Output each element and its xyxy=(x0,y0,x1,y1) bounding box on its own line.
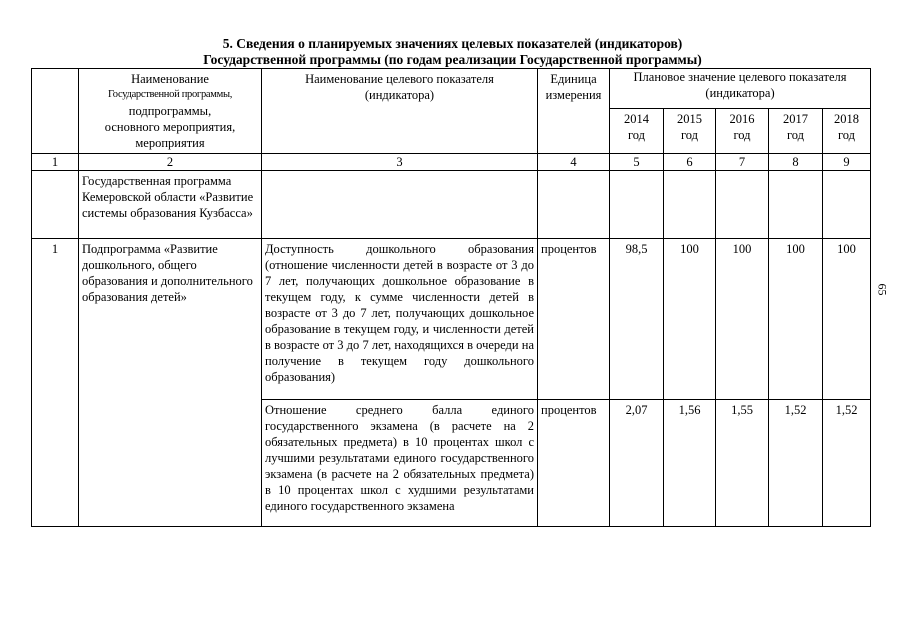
header-num-cell xyxy=(32,69,79,154)
title-line-1: 5. Сведения о планируемых значениях целевых показателей (индикаторов) xyxy=(222,36,683,51)
colnum-6: 6 xyxy=(664,154,716,171)
title-line-2: Государственной программы (по годам реализации Государственной программы) xyxy=(203,52,702,67)
value-2015: 100 xyxy=(664,239,716,400)
table-row xyxy=(32,171,871,239)
unit: процентов xyxy=(538,400,610,527)
colnum-5: 5 xyxy=(610,154,664,171)
value-2016 xyxy=(716,171,769,239)
unit: процентов xyxy=(538,239,610,400)
value-2016: 1,55 xyxy=(716,400,769,527)
colnum-4: 4 xyxy=(538,154,610,171)
value-2016: 100 xyxy=(716,239,769,400)
value-2015 xyxy=(664,171,716,239)
value-2018: 100 xyxy=(823,239,871,400)
value-2017: 100 xyxy=(769,239,823,400)
table-row xyxy=(32,239,871,400)
program-name: Государственная программа Кемеровской области «Развитие системы образования Кузбасса» xyxy=(79,171,262,239)
header-year-2015: 2015 год xyxy=(664,109,716,154)
row-number: 1 xyxy=(32,239,79,527)
indicator-name: Отношение среднего балла единого государственного экзамена (в расчете на 2 обязательных предмета) в 10 процентах школ с лучшими результатами единого государственного экзамена (в расчете на 2 обязательных предмета) в 10 процентах школ с худшими результатами единого государственного экзамена xyxy=(262,400,538,527)
colnum-9: 9 xyxy=(823,154,871,171)
value-2014: 2,07 xyxy=(610,400,664,527)
value-2014 xyxy=(610,171,664,239)
header-planned-value: Плановое значение целевого показателя (индикатора) xyxy=(610,69,871,109)
value-2018 xyxy=(823,171,871,239)
indicators-table xyxy=(31,68,871,527)
colnum-8: 8 xyxy=(769,154,823,171)
indicator-name xyxy=(262,171,538,239)
header-program-name: Наименование Государственной программы, подпрограммы, основного мероприятия, мероприятия xyxy=(79,69,262,154)
colnum-3: 3 xyxy=(262,154,538,171)
row-number xyxy=(32,171,79,239)
value-2017: 1,52 xyxy=(769,400,823,527)
header-year-2016: 2016 год xyxy=(716,109,769,154)
page-number: 65 xyxy=(875,283,890,296)
header-unit: Единица измерения xyxy=(538,69,610,154)
column-number-row xyxy=(32,154,871,171)
header-year-2014: 2014 год xyxy=(610,109,664,154)
value-2017 xyxy=(769,171,823,239)
document-title xyxy=(0,36,905,68)
colnum-1: 1 xyxy=(32,154,79,171)
indicator-name: Доступность дошкольного образования (отношение численности детей в возрасте от 3 до 7 лет, получающих дошкольное образование в текущем году, к сумме численности детей в возрасте от 3 до 7 лет, получающих дошкольное образование в текущем году, и численности детей в возрасте от 3 до 7 лет, находящихся в очереди на получение в текущем году дошкольного образования) xyxy=(262,239,538,400)
colnum-7: 7 xyxy=(716,154,769,171)
header-year-2017: 2017 год xyxy=(769,109,823,154)
value-2014: 98,5 xyxy=(610,239,664,400)
header-indicator-name: Наименование целевого показателя (индикатора) xyxy=(262,69,538,154)
value-2015: 1,56 xyxy=(664,400,716,527)
program-name: Подпрограмма «Развитие дошкольного, общего образования и дополнительного образования детей» xyxy=(79,239,262,527)
header-row-1 xyxy=(32,69,871,109)
colnum-2: 2 xyxy=(79,154,262,171)
value-2018: 1,52 xyxy=(823,400,871,527)
header-year-2018: 2018 год xyxy=(823,109,871,154)
unit xyxy=(538,171,610,239)
